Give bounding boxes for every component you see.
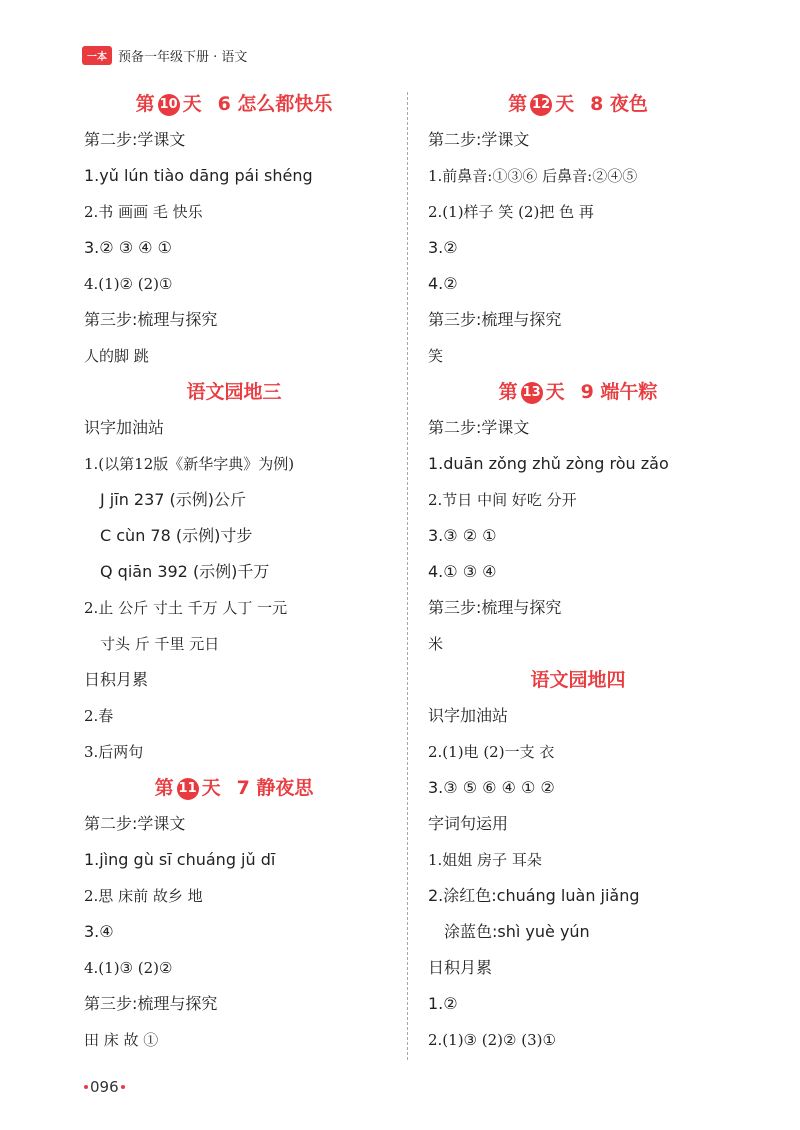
lesson-topic: 9 端午粽	[580, 381, 658, 403]
answer-line: 3.后两句	[84, 743, 144, 761]
section-title-day10	[84, 86, 384, 122]
dot-icon	[84, 1085, 88, 1089]
section-title-garden3: 语文园地三	[186, 381, 282, 403]
lesson-topic: 8 夜色	[590, 93, 648, 115]
answer-line: 1.yǔ lún tiào dāng pái shéng	[84, 166, 313, 185]
answer-line: 笑	[428, 347, 444, 365]
answer-line: 4.(1)③ (2)②	[84, 959, 173, 977]
page-header	[82, 46, 247, 65]
step-heading: 第二步:学课文	[428, 418, 530, 437]
section-title-day11	[84, 770, 384, 806]
left-column	[84, 86, 384, 1058]
answer-line: 涂蓝色:shì yuè yún	[444, 922, 590, 941]
page-footer	[82, 1078, 127, 1096]
answer-line: 2.(1)电 (2)一支 衣	[428, 743, 555, 761]
answer-line: 4.②	[428, 274, 458, 293]
day-prefix: 第	[154, 777, 174, 799]
day-prefix: 第	[135, 93, 155, 115]
step-heading: 第二步:学课文	[84, 130, 186, 149]
answer-line: 人的脚 跳	[84, 347, 149, 365]
day-number-badge: 12	[530, 94, 552, 116]
step-heading: 第二步:学课文	[84, 814, 186, 833]
step-heading: 日积月累	[84, 670, 149, 689]
section-title-day13	[428, 374, 728, 410]
answer-line: 4.① ③ ④	[428, 562, 497, 581]
answer-line: 3.② ③ ④ ①	[84, 238, 172, 257]
answer-line: J jīn 237 (示例)公斤	[100, 490, 247, 509]
step-heading: 第二步:学课文	[428, 130, 530, 149]
answer-line: 1.(以第12版《新华字典》为例)	[84, 455, 295, 473]
answer-line: 2.春	[84, 707, 114, 725]
day-number-badge: 13	[521, 382, 543, 404]
day-prefix: 第	[508, 93, 528, 115]
day-suffix: 天	[201, 777, 221, 799]
answer-line: 2.书 画画 毛 快乐	[84, 203, 203, 221]
answer-line: 2.(1)③ (2)② (3)①	[428, 1031, 556, 1049]
step-heading: 第三步:梳理与探究	[84, 994, 218, 1013]
day-suffix: 天	[545, 381, 565, 403]
answer-line: 3.③ ⑤ ⑥ ④ ① ②	[428, 778, 555, 797]
answer-line: 4.(1)② (2)①	[84, 275, 173, 293]
answer-line: 3.②	[428, 238, 458, 257]
step-heading: 识字加油站	[428, 706, 509, 725]
answer-line: 田 床 故 ①	[84, 1031, 159, 1049]
step-heading: 字词句运用	[428, 814, 509, 833]
section-title-day12	[428, 86, 728, 122]
step-heading: 第三步:梳理与探究	[428, 598, 562, 617]
answer-line: 2.节日 中间 好吃 分开	[428, 491, 577, 509]
header-title: 预备一年级下册 · 语文	[118, 50, 248, 65]
answer-line: 2.思 床前 故乡 地	[84, 887, 203, 905]
lesson-topic: 6 怎么都快乐	[217, 93, 333, 115]
answer-line: 1.jìng gù sī chuáng jǔ dī	[84, 850, 276, 869]
step-heading: 第三步:梳理与探究	[84, 310, 218, 329]
dot-icon	[121, 1085, 125, 1089]
section-title-garden4: 语文园地四	[530, 669, 626, 691]
answer-line: 1.②	[428, 994, 458, 1013]
step-heading: 日积月累	[428, 958, 493, 977]
answer-line: 2.涂红色:chuáng luàn jiǎng	[428, 886, 640, 905]
answer-line: 3.③ ② ①	[428, 526, 497, 545]
day-number-badge: 10	[158, 94, 180, 116]
day-suffix: 天	[555, 93, 575, 115]
step-heading: 识字加油站	[84, 418, 165, 437]
answer-line: 1.前鼻音:①③⑥ 后鼻音:②④⑤	[428, 167, 638, 185]
day-prefix: 第	[498, 381, 518, 403]
answer-line: 1.duān zǒng zhǔ zòng ròu zǎo	[428, 454, 669, 473]
page-number: 096	[90, 1078, 119, 1096]
answer-line: 寸头 斤 千里 元日	[100, 635, 220, 653]
answer-line: 3.④	[84, 922, 114, 941]
lesson-topic: 7 静夜思	[236, 777, 314, 799]
day-number-badge: 11	[177, 778, 199, 800]
column-divider	[407, 92, 408, 1060]
answer-line: 2.(1)样子 笑 (2)把 色 再	[428, 203, 594, 221]
step-heading: 第三步:梳理与探究	[428, 310, 562, 329]
answer-line: 米	[428, 635, 444, 653]
answer-line: 1.姐姐 房子 耳朵	[428, 851, 542, 869]
answer-line: 2.止 公斤 寸土 千万 人丁 一元	[84, 599, 288, 617]
day-suffix: 天	[182, 93, 202, 115]
answer-line: C cùn 78 (示例)寸步	[100, 526, 253, 545]
answer-line: Q qiān 392 (示例)千万	[100, 562, 270, 581]
right-column	[428, 86, 728, 1058]
brand-logo: 一本	[82, 46, 112, 65]
